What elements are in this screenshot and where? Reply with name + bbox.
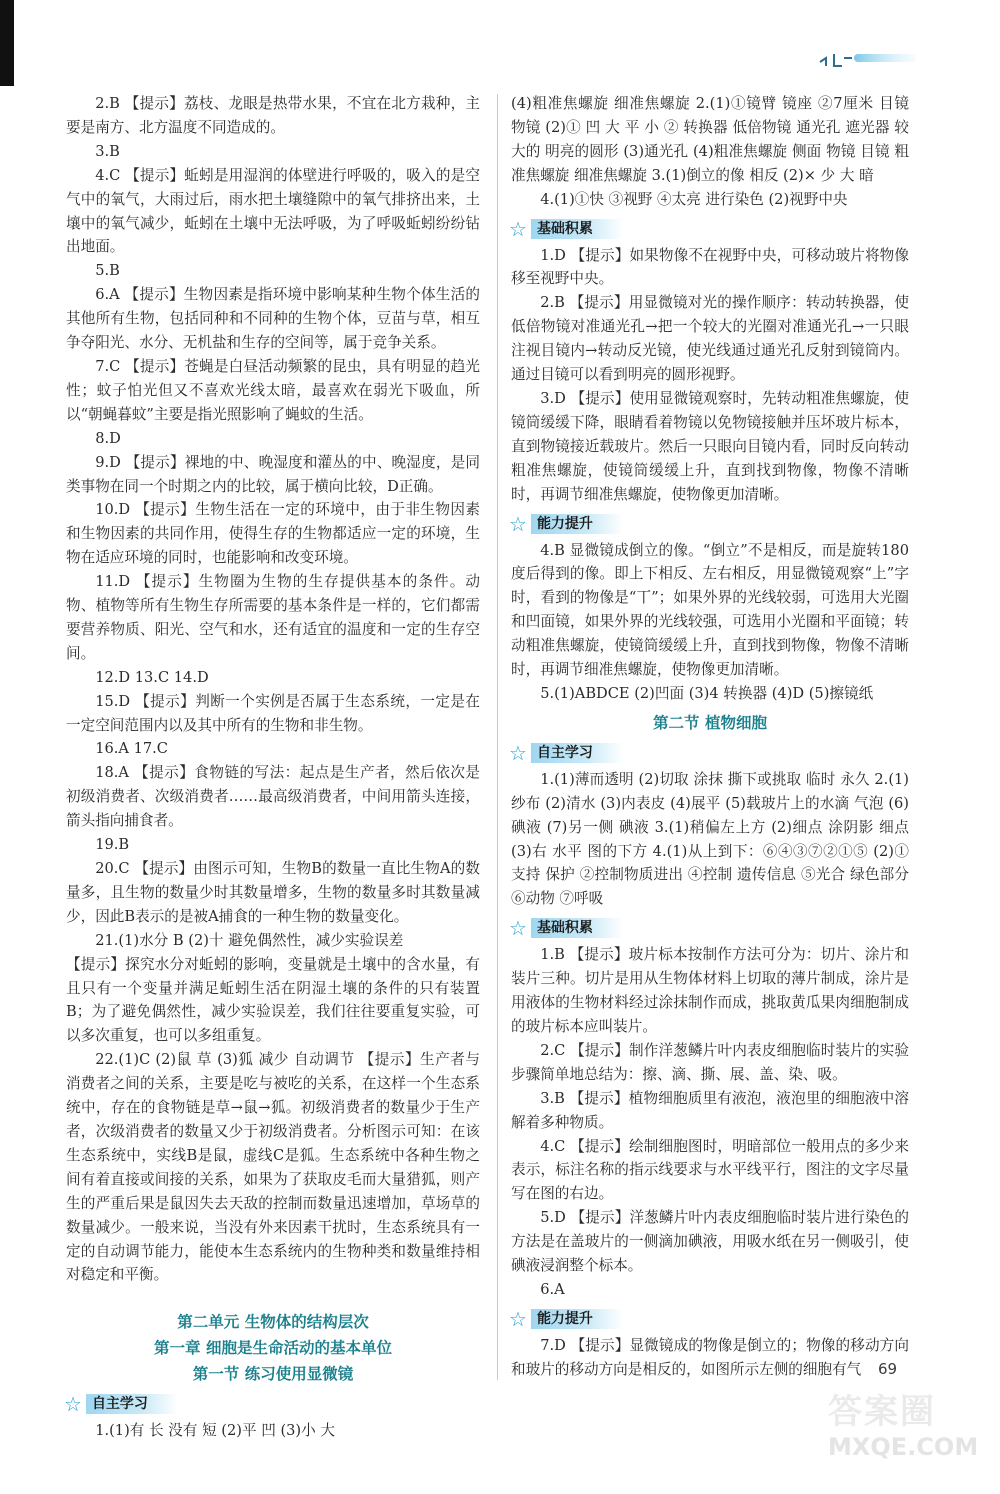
self-study-label-2: 自主学习 bbox=[531, 743, 623, 763]
answer-21: 21.(1)水分 B (2)十 避免偶然性，减少实验误差 bbox=[95, 931, 404, 949]
cell-basic-answer-5: 5.D 【提示】洋葱鳞片叶内表皮细胞临时装片进行染色的方法是在盖玻片的一侧滴加碘液，用吸水纸在另一侧吸引，使碘液浸润整个标本。 bbox=[511, 1209, 909, 1275]
basic-answer-3: 3.D 【提示】使用显微镜观察时，先转动粗准焦螺旋，使镜筒缓缓下降，眼睛看着物镜以免物镜接触并压坏玻片标本，直到物镜接近载玻片。然后一只眼向目镜内看，同时反向转动粗准焦螺旋，使镜筒缓缓上升，直到找到物像，物像不清晰时，再调节细准焦螺旋，使物像更加清晰。 bbox=[511, 389, 909, 503]
microscope-answer-4: 4.(1)①快 ③视野 ④太亮 进行染色 (2)视野中央 bbox=[540, 190, 848, 208]
star-icon: ☆ bbox=[509, 740, 527, 765]
answer-6: 6.A 【提示】生物因素是指环境中影响某种生物个体生活的其他所有生物，包括同种和不同种的生物个体，豆苗与草，相互争夺阳光、水分、无机盐和生存的空间等，属于竞争关系。 bbox=[66, 286, 480, 352]
ability-boost-label: 能力提升 bbox=[531, 514, 623, 534]
cell-ability-answer-7: 7.D 【提示】显微镜成的物像是倒立的；物像的移动方向和玻片的移动方向是相反的，如图所示左侧的细胞有气 bbox=[511, 1336, 909, 1378]
answer-12-14: 12.D 13.C 14.D bbox=[95, 668, 209, 686]
cell-basic-answer-6: 6.A bbox=[540, 1280, 565, 1298]
basic-accumulation-header bbox=[509, 216, 909, 242]
basic-answer-1: 1.D 【提示】如果物像不在视野中央，可移动玻片将物像移至视野中央。 bbox=[511, 246, 909, 288]
section-title: 第一节 练习使用显微镜 bbox=[192, 1365, 354, 1384]
star-icon: ☆ bbox=[509, 511, 527, 536]
self-study-header-2 bbox=[509, 740, 909, 766]
self-study-2-answers: 1.(1)薄而透明 (2)切取 涂抹 撕下或挑取 临时 永久 2.(1)纱布 (2)清水 (3)内表皮 (4)展平 (5)载玻片上的水滴 气泡 (6)碘液 (7)另一侧 碘液 3.(1)稍偏左上方 (2)细点 涂阴影 细点 (3)右 水平 图的下方 4.(1)从上到下：⑥④③⑦②①⑤ (2)①支持 保护 ②控制物质进出 ④控制 遗传信息 ⑤光合 绿色部分 ⑥动物 ⑦呼吸 bbox=[511, 770, 909, 908]
answer-2: 2.B 【提示】荔枝、龙眼是热带水果，不宜在北方栽种，主要是南方、北方温度不同造成的。 bbox=[66, 95, 480, 136]
answer-20: 20.C 【提示】由图示可知，生物B的数量一直比生物A的数量多，且生物的数量少时其数量增多，生物的数量多时其数量减少，因此B表示的是被A捕食的一种生物的数量变化。 bbox=[66, 860, 480, 925]
answer-10: 10.D 【提示】生物生活在一定的环境中，由于非生物因素和生物因素的共同作用，使得生存的生物都适应一定的环境，生物在适应环境的同时，也能影响和改变环境。 bbox=[66, 501, 480, 567]
left-column bbox=[66, 92, 480, 1443]
answer-15: 15.D 【提示】判断一个实例是否属于生态系统，一定是在一定空间范围内以及其中所有的生物和非生物。 bbox=[66, 692, 480, 734]
answer-8: 8.D bbox=[95, 429, 121, 447]
watermark-stamp: 答案圈 bbox=[828, 1392, 936, 1432]
unit-title: 第二单元 生物体的结构层次 bbox=[177, 1313, 369, 1332]
watermark bbox=[828, 1392, 988, 1488]
self-study-label: 自主学习 bbox=[86, 1394, 178, 1414]
ability-answer-4: 4.B 显微镜成倒立的像。“倒立”不是相反，而是旋转180度后得到的像。即上下相反、左右相反，用显微镜观察“上”字时，看到的物像是“丅”；如果外界的光线较弱，可选用大光圈和凹面镜，如果外界的光线较强，可选用小光圈和平面镜；转动粗准焦螺旋，使镜筒缓缓上升，直到找到物像，物像不清晰时，再调节细准焦螺旋，使物像更加清晰。 bbox=[511, 541, 909, 679]
self-study-header bbox=[64, 1391, 480, 1417]
answer-18: 18.A 【提示】食物链的写法：起点是生产者，然后依次是初级消费者、次级消费者……最高级消费者，中间用箭头连接，箭头指向捕食者。 bbox=[66, 764, 480, 830]
cell-basic-answer-3: 3.B 【提示】植物细胞质里有液泡，液泡里的细胞液中溶解着多种物质。 bbox=[511, 1089, 909, 1131]
cell-basic-answer-4: 4.C 【提示】绘制细胞图时，明暗部位一般用点的多少来表示，标注名称的指示线要求与水平线平行，图注的文字尽量写在图的右边。 bbox=[511, 1137, 909, 1203]
star-icon: ☆ bbox=[64, 1392, 82, 1417]
ability-boost-header bbox=[509, 511, 909, 537]
star-icon: ☆ bbox=[509, 916, 527, 941]
cell-basic-answer-1: 1.B 【提示】玻片标本按制作方法可分为：切片、涂片和装片三种。切片是用从生物体材料上切取的薄片制成，涂片是用液体的生物材料经过涂抹制作而成，挑取黄瓜果肉细胞制成的玻片标本应叫装片。 bbox=[511, 946, 909, 1035]
ability-answer-5: 5.(1)ABDCE (2)凹面 (3)4 转换器 (4)D (5)擦镜纸 bbox=[540, 684, 874, 702]
answer-5: 5.B bbox=[95, 262, 120, 280]
watermark-site: MXQE.COM bbox=[828, 1433, 979, 1461]
column-divider bbox=[497, 94, 498, 1380]
answer-19: 19.B bbox=[95, 836, 130, 854]
page-edge-bar bbox=[0, 0, 14, 86]
answer-9: 9.D 【提示】裸地的中、晚湿度和灌丛的中、晚湿度，是同类事物在同一个时期之内的比较，属于横向比较，D正确。 bbox=[66, 453, 480, 495]
answer-22: 22.(1)C (2)鼠 草 (3)狐 减少 自动调节 【提示】生产者与消费者之间的关系，主要是吃与被吃的关系，在这样一个生态系统中，存在的食物链是草→鼠→狐。初级消费者的数量少于生产者，次级消费者的数量又少于初级消费者。分析图示可知：在该生态系统中，实线B是鼠，虚线C是狐。生态系统中各种生物之间有着直接或间接的关系，如果为了获取皮毛而大量猎狐，则产生的严重后果是鼠因失去天敌的控制而数量迅速增加，草场草的数量减少。一般来说，当没有外来因素干扰时，生态系统具有一定的自动调节能力，能使本生态系统内的生物种类和数量维持相对稳定和平衡。 bbox=[66, 1051, 480, 1284]
microscope-answers-continued: (4)粗准焦螺旋 细准焦螺旋 2.(1)①镜臂 镜座 ②7厘米 目镜 物镜 (2)① 凹 大 平 小 ② 转换器 低倍物镜 通光孔 遮光器 较大的 明亮的圆形 (3)通光孔 (4)粗准焦螺旋 侧面 物镜 目镜 粗准焦螺旋 细准焦螺旋 3.(1)倒立的像 相反 (2)× 少 大 暗 bbox=[511, 95, 909, 184]
self-study-answer-1: 1.(1)有 长 没有 短 (2)平 凹 (3)小 大 bbox=[95, 1422, 335, 1440]
answer-7: 7.C 【提示】苍蝇是白昼活动频繁的昆虫，具有明显的趋光性；蚊子怕光但又不喜欢光线太暗，最喜欢在弱光下吸血，所以“朝蝇暮蚊”主要是指光照影响了蝇蚊的生活。 bbox=[66, 357, 480, 423]
page-number: 69 bbox=[878, 1360, 898, 1378]
basic-accumulation-label-2: 基础积累 bbox=[531, 918, 623, 938]
basic-answer-2: 2.B 【提示】用显微镜对光的操作顺序：转动转换器，使低倍物镜对准通光孔→把一个较大的光圈对准通光孔→一只眼注视目镜内→转动反光镜，使光线通过通光孔反射到镜筒内。通过目镜可以看到明亮的圆形视野。 bbox=[511, 294, 909, 384]
answer-11: 11.D 【提示】生物圈为生物的生存提供基本的条件。动物、植物等所有生物生存所需要的基本条件是一样的，它们都需要营养物质、阳光、空气和水，还有适宜的温度和一定的生存空间。 bbox=[66, 573, 480, 662]
chapter-title: 第一章 细胞是生命活动的基本单位 bbox=[154, 1339, 392, 1358]
ability-boost-label-2: 能力提升 bbox=[531, 1309, 623, 1329]
star-icon: ☆ bbox=[509, 216, 527, 241]
answer-4: 4.C 【提示】蚯蚓是用湿润的体壁进行呼吸的，吸入的是空气中的氧气，大雨过后，雨水把土壤缝隙中的氧气排挤出来，土壤中的氧气减少，蚯蚓在土壤中无法呼吸，为了呼吸蚯蚓纷纷钻出地面。 bbox=[66, 166, 480, 256]
answer-21-hint: 【提示】探究水分对蚯蚓的影响，变量就是土壤中的含水量，有且只有一个变量并满足蚯蚓生活在阴湿土壤的条件的只有装置B；为了避免偶然性，减少实验误差，我们往往要重复实验，可以多次重复，也可以多组重复。 bbox=[66, 955, 480, 1045]
basic-accumulation-label: 基础积累 bbox=[531, 219, 623, 239]
publisher-logo-icon bbox=[818, 40, 918, 72]
cell-basic-answer-2: 2.C 【提示】制作洋葱鳞片叶内表皮细胞临时装片的实验步骤简单地总结为：擦、滴、撕、展、盖、染、吸。 bbox=[511, 1041, 909, 1083]
answer-16-17: 16.A 17.C bbox=[95, 740, 168, 758]
basic-accumulation-header-2 bbox=[509, 915, 909, 941]
section-2-title: 第二节 植物细胞 bbox=[653, 713, 767, 732]
answer-3: 3.B bbox=[95, 142, 120, 160]
right-column bbox=[511, 92, 909, 1382]
ability-boost-header-2 bbox=[509, 1306, 909, 1332]
star-icon: ☆ bbox=[509, 1306, 527, 1331]
